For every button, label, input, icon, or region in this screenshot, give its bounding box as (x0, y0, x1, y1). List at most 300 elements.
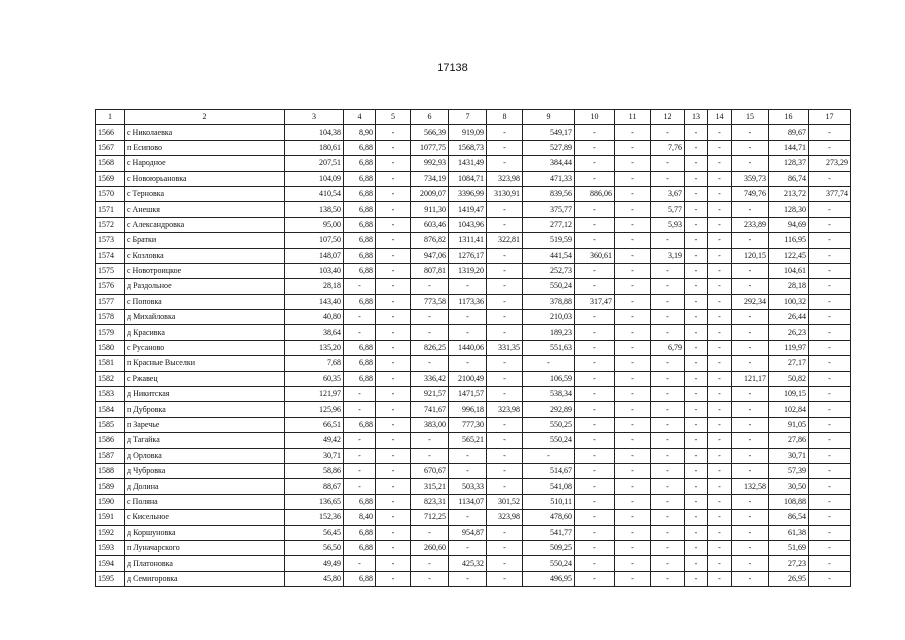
table-cell: - (615, 433, 651, 448)
column-header: 5 (376, 110, 411, 125)
table-cell: - (376, 402, 411, 417)
table-cell: 45,80 (285, 571, 344, 586)
table-cell: 921,57 (411, 387, 449, 402)
table-cell: 30,50 (769, 479, 809, 494)
table-cell: 1043,96 (449, 217, 487, 232)
table-cell: 27,23 (769, 556, 809, 571)
table-cell: 323,98 (487, 171, 523, 186)
table-cell: - (685, 140, 708, 155)
table-cell: 121,97 (285, 387, 344, 402)
table-cell: 315,21 (411, 479, 449, 494)
table-cell: - (732, 417, 769, 432)
table-cell: 1582 (96, 371, 125, 386)
table-cell: - (615, 217, 651, 232)
table-cell: - (487, 279, 523, 294)
table-cell: д Платоновка (125, 556, 285, 571)
table-cell: 6,88 (344, 340, 376, 355)
table-cell: 1319,20 (449, 263, 487, 278)
table-cell: - (449, 356, 487, 371)
table-cell: - (651, 279, 685, 294)
table-row (96, 156, 851, 171)
table-cell: 27,86 (769, 433, 809, 448)
table-cell: 1584 (96, 402, 125, 417)
table-cell: с Ржавец (125, 371, 285, 386)
table-cell: 56,50 (285, 540, 344, 555)
table-cell: - (708, 556, 732, 571)
table-row (96, 248, 851, 263)
table-cell: - (651, 463, 685, 478)
table-row (96, 571, 851, 586)
table-cell: 292,34 (732, 294, 769, 309)
table-row (96, 433, 851, 448)
table-cell: 6,88 (344, 248, 376, 263)
column-header: 6 (411, 110, 449, 125)
table-cell: - (376, 310, 411, 325)
table-cell: 40,80 (285, 310, 344, 325)
table-cell: - (487, 263, 523, 278)
table-cell: 375,77 (523, 202, 575, 217)
table-cell: - (809, 340, 851, 355)
table-cell: - (708, 540, 732, 555)
table-cell: - (615, 263, 651, 278)
table-cell: - (376, 494, 411, 509)
table-cell: - (575, 356, 615, 371)
table-cell: - (732, 263, 769, 278)
table-cell: - (376, 525, 411, 540)
table-cell: 919,09 (449, 125, 487, 140)
table-cell: 378,88 (523, 294, 575, 309)
table-row (96, 402, 851, 417)
table-cell: 992,93 (411, 156, 449, 171)
table-cell: 1576 (96, 279, 125, 294)
table-cell: - (449, 463, 487, 478)
table-cell: 122,45 (769, 248, 809, 263)
table-cell: - (411, 356, 449, 371)
table-cell: 6,88 (344, 217, 376, 232)
table-cell: - (809, 571, 851, 586)
table-cell: 6,88 (344, 417, 376, 432)
table-cell: - (575, 202, 615, 217)
table-cell: - (685, 171, 708, 186)
table-cell: - (487, 294, 523, 309)
table-cell: - (449, 510, 487, 525)
table-row (96, 186, 851, 201)
table-row (96, 556, 851, 571)
table-cell: - (732, 402, 769, 417)
table-cell: 30,71 (769, 448, 809, 463)
table-cell: - (685, 417, 708, 432)
table-cell: - (615, 294, 651, 309)
table-cell: - (575, 463, 615, 478)
table-cell: 1577 (96, 294, 125, 309)
table-cell: 1077,75 (411, 140, 449, 155)
table-cell: - (575, 448, 615, 463)
column-header: 10 (575, 110, 615, 125)
table-cell: - (708, 479, 732, 494)
table-cell: 6,88 (344, 371, 376, 386)
table-cell: - (376, 279, 411, 294)
table-cell: 3,19 (651, 248, 685, 263)
table-cell: - (685, 248, 708, 263)
table-cell: - (615, 202, 651, 217)
table-cell: 331,35 (487, 340, 523, 355)
table-cell: д Орловка (125, 448, 285, 463)
table-cell: 128,37 (769, 156, 809, 171)
table-cell: 128,30 (769, 202, 809, 217)
table-cell: - (708, 340, 732, 355)
table-row (96, 540, 851, 555)
table-cell: 441,54 (523, 248, 575, 263)
table-cell: 143,40 (285, 294, 344, 309)
table-cell: - (376, 356, 411, 371)
table-cell: 49,49 (285, 556, 344, 571)
table-cell: 7,68 (285, 356, 344, 371)
table-cell: 38,64 (285, 325, 344, 340)
table-row (96, 387, 851, 402)
table-cell: 1440,06 (449, 340, 487, 355)
table-cell: - (708, 494, 732, 509)
table-cell: - (575, 525, 615, 540)
table-cell: 826,25 (411, 340, 449, 355)
table-cell: - (411, 279, 449, 294)
table-cell: - (685, 387, 708, 402)
table-cell: - (615, 387, 651, 402)
table-cell: 180,61 (285, 140, 344, 155)
table-cell: - (809, 402, 851, 417)
table-cell: - (376, 248, 411, 263)
table-row (96, 125, 851, 140)
table-cell: - (487, 556, 523, 571)
table-cell: 28,18 (769, 279, 809, 294)
table-cell: - (575, 494, 615, 509)
table-row (96, 525, 851, 540)
table-cell: - (809, 279, 851, 294)
table-cell: - (708, 248, 732, 263)
table-cell: - (809, 540, 851, 555)
table-cell: - (376, 233, 411, 248)
data-table (95, 109, 851, 587)
table-cell: - (809, 417, 851, 432)
table-cell: - (651, 510, 685, 525)
table-cell: - (615, 540, 651, 555)
table-cell: - (809, 463, 851, 478)
table-cell: - (344, 325, 376, 340)
table-cell: - (376, 171, 411, 186)
table-cell: - (651, 556, 685, 571)
table-cell: - (651, 233, 685, 248)
table-cell: 886,06 (575, 186, 615, 201)
table-cell: с Анешкя (125, 202, 285, 217)
table-cell: 1276,17 (449, 248, 487, 263)
table-cell: 1592 (96, 525, 125, 540)
table-cell: - (615, 171, 651, 186)
table-cell: 26,23 (769, 325, 809, 340)
table-cell: - (732, 156, 769, 171)
table-cell: 1591 (96, 510, 125, 525)
column-header: 1 (96, 110, 125, 125)
table-row (96, 371, 851, 386)
table-cell: с Александровка (125, 217, 285, 232)
table-cell: 1580 (96, 340, 125, 355)
table-cell: 6,88 (344, 140, 376, 155)
table-cell: - (732, 494, 769, 509)
table-cell: - (651, 156, 685, 171)
table-cell: с Братки (125, 233, 285, 248)
table-cell: - (487, 448, 523, 463)
table-cell: 120,15 (732, 248, 769, 263)
table-cell: - (685, 494, 708, 509)
table-cell: 107,50 (285, 233, 344, 248)
column-header: 14 (708, 110, 732, 125)
table-cell: - (344, 448, 376, 463)
table-cell: - (615, 279, 651, 294)
table-cell: 1581 (96, 356, 125, 371)
table-cell: - (487, 125, 523, 140)
table-cell: - (615, 325, 651, 340)
table-row (96, 510, 851, 525)
table-cell: п Есипово (125, 140, 285, 155)
table-cell: 2009,07 (411, 186, 449, 201)
table-cell: - (651, 540, 685, 555)
column-header: 9 (523, 110, 575, 125)
table-cell: 911,30 (411, 202, 449, 217)
table-cell: - (411, 525, 449, 540)
table-cell: - (487, 156, 523, 171)
table-cell: - (575, 540, 615, 555)
table-cell: - (575, 371, 615, 386)
table-cell: 823,31 (411, 494, 449, 509)
table-cell: 5,77 (651, 202, 685, 217)
table-cell: - (685, 540, 708, 555)
table-cell: - (685, 402, 708, 417)
table-cell: 550,24 (523, 279, 575, 294)
table-cell: - (732, 525, 769, 540)
table-cell: - (575, 417, 615, 432)
table-cell: 1570 (96, 186, 125, 201)
table-cell: - (615, 233, 651, 248)
table-cell: - (685, 571, 708, 586)
table-cell: - (809, 294, 851, 309)
table-cell: - (685, 125, 708, 140)
table-cell: - (651, 525, 685, 540)
table-cell: - (449, 571, 487, 586)
table-cell: - (651, 417, 685, 432)
table-cell: - (685, 356, 708, 371)
table-cell: - (487, 356, 523, 371)
table-cell: - (708, 402, 732, 417)
table-cell: 213,72 (769, 186, 809, 201)
table-cell: 252,73 (523, 263, 575, 278)
table-cell: 7,76 (651, 140, 685, 155)
table-cell: - (809, 263, 851, 278)
table-cell: - (685, 433, 708, 448)
table-cell: д Михайловка (125, 310, 285, 325)
table-cell: 50,82 (769, 371, 809, 386)
table-cell: 1567 (96, 140, 125, 155)
table-cell: 1590 (96, 494, 125, 509)
table-row (96, 417, 851, 432)
table-cell: - (487, 571, 523, 586)
table-cell: - (615, 371, 651, 386)
table-cell: - (487, 463, 523, 478)
table-cell: - (732, 463, 769, 478)
table-cell: - (685, 510, 708, 525)
table-cell: - (708, 310, 732, 325)
table-cell: - (809, 140, 851, 155)
table-cell: 86,54 (769, 510, 809, 525)
table-cell: 1573 (96, 233, 125, 248)
table-cell: 6,88 (344, 525, 376, 540)
column-header: 16 (769, 110, 809, 125)
table-cell: - (376, 510, 411, 525)
table-cell: 773,58 (411, 294, 449, 309)
table-cell: - (809, 433, 851, 448)
table-cell: - (615, 448, 651, 463)
table-cell: п Дубровка (125, 402, 285, 417)
table-cell: - (615, 494, 651, 509)
table-cell: - (685, 556, 708, 571)
table-cell: - (575, 233, 615, 248)
table-cell: с Народное (125, 156, 285, 171)
table-row (96, 140, 851, 155)
table-cell: 1594 (96, 556, 125, 571)
table-cell: - (708, 171, 732, 186)
table-cell: д Чубровка (125, 463, 285, 478)
table-cell: - (615, 556, 651, 571)
table-cell: - (411, 448, 449, 463)
table-cell: - (809, 494, 851, 509)
table-cell: 1568 (96, 156, 125, 171)
table-cell: - (487, 325, 523, 340)
table-cell: 565,21 (449, 433, 487, 448)
table-cell: 100,32 (769, 294, 809, 309)
table-cell: 91,05 (769, 417, 809, 432)
column-header: 8 (487, 110, 523, 125)
table-cell: - (615, 525, 651, 540)
table-cell: 6,88 (344, 202, 376, 217)
table-cell: 6,88 (344, 294, 376, 309)
table-row (96, 340, 851, 355)
table-cell: - (487, 202, 523, 217)
table-cell: д Долина (125, 479, 285, 494)
column-header: 4 (344, 110, 376, 125)
table-cell: 1431,49 (449, 156, 487, 171)
table-cell: - (344, 310, 376, 325)
table-cell: 1569 (96, 171, 125, 186)
table-cell: 603,46 (411, 217, 449, 232)
table-cell: - (487, 525, 523, 540)
table-cell: - (809, 510, 851, 525)
table-cell: 135,20 (285, 340, 344, 355)
table-cell: 1583 (96, 387, 125, 402)
table-cell: 519,59 (523, 233, 575, 248)
table-cell: - (732, 202, 769, 217)
table-cell: - (685, 233, 708, 248)
table-cell: д Семигоровка (125, 571, 285, 586)
table-cell: 1571 (96, 202, 125, 217)
table-cell: 106,59 (523, 371, 575, 386)
table-cell: 66,51 (285, 417, 344, 432)
table-cell: 996,18 (449, 402, 487, 417)
table-cell: - (809, 233, 851, 248)
table-row (96, 310, 851, 325)
table-cell: - (732, 448, 769, 463)
table-cell: 49,42 (285, 433, 344, 448)
column-header: 3 (285, 110, 344, 125)
table-cell: - (651, 171, 685, 186)
table-cell: - (708, 156, 732, 171)
table-cell: 839,56 (523, 186, 575, 201)
table-cell: - (615, 140, 651, 155)
table-cell: 550,24 (523, 556, 575, 571)
table-cell: 104,38 (285, 125, 344, 140)
table-cell: 104,09 (285, 171, 344, 186)
table-cell: 514,67 (523, 463, 575, 478)
table-cell: - (809, 310, 851, 325)
table-cell: - (708, 140, 732, 155)
table-cell: 6,88 (344, 263, 376, 278)
table-cell: 6,88 (344, 233, 376, 248)
table-cell: 51,69 (769, 540, 809, 555)
table-cell: - (708, 263, 732, 278)
table-cell: - (344, 387, 376, 402)
table-cell: с Русаново (125, 340, 285, 355)
table-cell: - (487, 248, 523, 263)
table-cell: - (411, 556, 449, 571)
table-cell: 1471,57 (449, 387, 487, 402)
column-header: 11 (615, 110, 651, 125)
table-cell: 550,24 (523, 433, 575, 448)
table-cell: 336,42 (411, 371, 449, 386)
table-cell: - (487, 540, 523, 555)
table-cell: 383,00 (411, 417, 449, 432)
table-cell: - (575, 340, 615, 355)
table-cell: - (376, 540, 411, 555)
table-cell: 88,67 (285, 479, 344, 494)
table-cell: - (708, 525, 732, 540)
table-cell: 95,00 (285, 217, 344, 232)
table-cell: 301,52 (487, 494, 523, 509)
table-row (96, 202, 851, 217)
table-cell: 27,17 (769, 356, 809, 371)
table-cell: 471,33 (523, 171, 575, 186)
table-cell: - (685, 310, 708, 325)
table-cell: - (809, 556, 851, 571)
table-cell: - (809, 479, 851, 494)
table-cell: - (732, 340, 769, 355)
table-cell: 3,67 (651, 186, 685, 201)
table-row (96, 448, 851, 463)
table-cell: 541,77 (523, 525, 575, 540)
table-row (96, 263, 851, 278)
table-cell: 1568,73 (449, 140, 487, 155)
table-cell: 549,17 (523, 125, 575, 140)
table-cell: - (411, 325, 449, 340)
table-cell: 1585 (96, 417, 125, 432)
table-cell: - (615, 156, 651, 171)
column-header: 12 (651, 110, 685, 125)
table-cell: - (809, 325, 851, 340)
table-cell: - (449, 540, 487, 555)
page-number: 17138 (437, 62, 468, 74)
table-cell: - (651, 571, 685, 586)
table-cell: 138,50 (285, 202, 344, 217)
table-cell: - (615, 571, 651, 586)
table-cell: - (575, 140, 615, 155)
table-cell: - (411, 571, 449, 586)
table-cell: - (809, 248, 851, 263)
table-cell: 119,97 (769, 340, 809, 355)
